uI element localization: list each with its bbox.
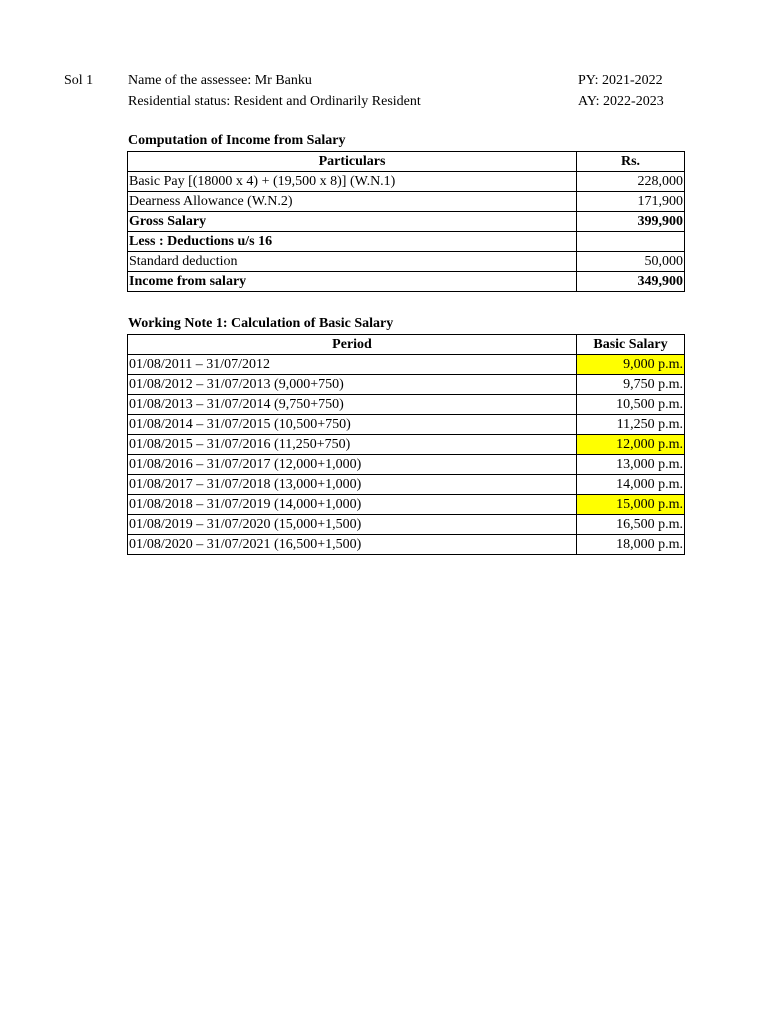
- computation-title: Computation of Income from Salary: [128, 133, 346, 148]
- period-cell: 01/08/2019 – 31/07/2020 (15,000+1,500): [128, 515, 577, 535]
- row-label: Dearness Allowance (W.N.2): [128, 192, 577, 212]
- header-amount: Rs.: [577, 152, 685, 172]
- row-value: 399,900: [577, 212, 685, 232]
- salary-cell: 11,250 p.m.: [577, 415, 685, 435]
- table-row: [128, 415, 685, 435]
- previous-year: PY: 2021-2022: [578, 73, 663, 88]
- period-cell: 01/08/2013 – 31/07/2014 (9,750+750): [128, 395, 577, 415]
- header-basic-salary: Basic Salary: [577, 335, 685, 355]
- period-cell: 01/08/2014 – 31/07/2015 (10,500+750): [128, 415, 577, 435]
- year-details: [578, 70, 664, 112]
- table-row: [128, 192, 685, 212]
- table-row: [128, 535, 685, 555]
- row-value: 349,900: [577, 272, 685, 292]
- salary-cell: 10,500 p.m.: [577, 395, 685, 415]
- period-cell: 01/08/2011 – 31/07/2012: [128, 355, 577, 375]
- basic-salary-table: [127, 334, 685, 555]
- header-period: Period: [128, 335, 577, 355]
- salary-cell-highlighted: 15,000 p.m.: [577, 495, 685, 515]
- table-row: [128, 475, 685, 495]
- table-row: [128, 272, 685, 292]
- salary-cell: 14,000 p.m.: [577, 475, 685, 495]
- row-value: 171,900: [577, 192, 685, 212]
- row-label: Gross Salary: [128, 212, 577, 232]
- period-cell: 01/08/2018 – 31/07/2019 (14,000+1,000): [128, 495, 577, 515]
- salary-cell: 13,000 p.m.: [577, 455, 685, 475]
- table-header: [128, 335, 685, 355]
- table-row: [128, 515, 685, 535]
- working-note-title: Working Note 1: Calculation of Basic Salary: [128, 316, 394, 331]
- salary-cell-highlighted: 9,000 p.m.: [577, 355, 685, 375]
- assessee-details: [128, 70, 421, 112]
- salary-cell-highlighted: 12,000 p.m.: [577, 435, 685, 455]
- row-label: Basic Pay [(18000 x 4) + (19,500 x 8)] (W.N.1): [128, 172, 577, 192]
- computation-table: [127, 151, 685, 292]
- salary-cell: 9,750 p.m.: [577, 375, 685, 395]
- row-label: Standard deduction: [128, 252, 577, 272]
- period-cell: 01/08/2017 – 31/07/2018 (13,000+1,000): [128, 475, 577, 495]
- row-label: Less : Deductions u/s 16: [128, 232, 577, 252]
- row-value: [577, 232, 685, 252]
- assessment-year: AY: 2022-2023: [578, 94, 664, 109]
- table-row: [128, 395, 685, 415]
- table-row: [128, 232, 685, 252]
- table-row: [128, 435, 685, 455]
- salary-cell: 18,000 p.m.: [577, 535, 685, 555]
- salary-cell: 16,500 p.m.: [577, 515, 685, 535]
- period-cell: 01/08/2015 – 31/07/2016 (11,250+750): [128, 435, 577, 455]
- period-cell: 01/08/2020 – 31/07/2021 (16,500+1,500): [128, 535, 577, 555]
- row-value: 228,000: [577, 172, 685, 192]
- table-row: [128, 172, 685, 192]
- table-row: [128, 495, 685, 515]
- table-row: [128, 212, 685, 232]
- assessee-name: Name of the assessee: Mr Banku: [128, 73, 312, 88]
- table-row: [128, 252, 685, 272]
- table-row: [128, 375, 685, 395]
- row-value: 50,000: [577, 252, 685, 272]
- table-row: [128, 355, 685, 375]
- header-particulars: Particulars: [128, 152, 577, 172]
- period-cell: 01/08/2016 – 31/07/2017 (12,000+1,000): [128, 455, 577, 475]
- row-label: Income from salary: [128, 272, 577, 292]
- solution-label: Sol 1: [64, 73, 94, 88]
- table-row: [128, 455, 685, 475]
- table-header: [128, 152, 685, 172]
- period-cell: 01/08/2012 – 31/07/2013 (9,000+750): [128, 375, 577, 395]
- residential-status: Residential status: Resident and Ordinarily Resident: [128, 94, 421, 109]
